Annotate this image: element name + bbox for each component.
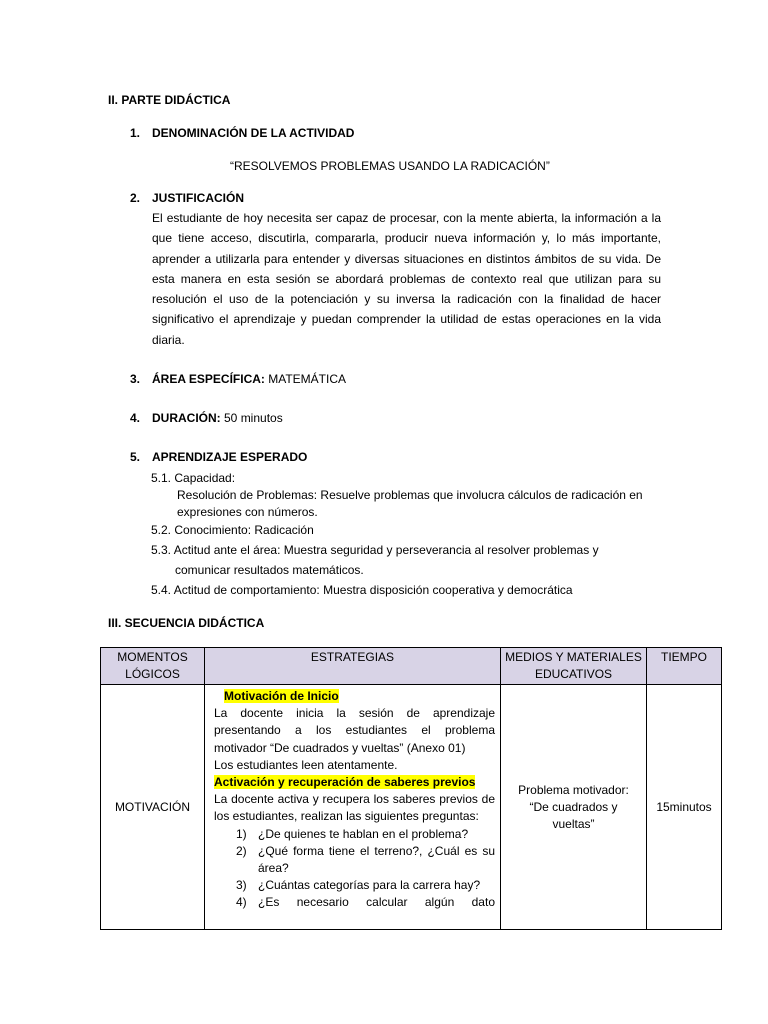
activation-heading: Activación y recuperación de saberes previos	[214, 775, 476, 790]
item-1-number: 1.	[130, 126, 141, 140]
header-media: MEDIOS Y MATERIALES EDUCATIVOS	[501, 648, 647, 685]
item-2-label: JUSTIFICACIÓN	[152, 191, 245, 205]
list-item-text: ¿Qué forma tiene el terreno?, ¿Cuál es su área?	[258, 843, 495, 876]
time-cell: 15minutos	[647, 685, 722, 930]
section-heading-secuencia-didactica: III. SECUENCIA DIDÁCTICA	[108, 616, 265, 630]
strategy-paragraph-1: La docente inicia la sesión de aprendizaje presentando a los estudiantes el problema motivador “De cuadrados y vueltas” (Anexo 01)	[214, 706, 495, 755]
didactic-sequence-table	[100, 647, 722, 930]
list-item-number: 3)	[236, 878, 247, 893]
header-moments: MOMENTOS LÓGICOS	[101, 648, 205, 685]
list-item-number: 1)	[236, 826, 247, 841]
header-time: TIEMPO	[647, 648, 722, 685]
sub-5-3-line-2: comunicar resultados matemáticos.	[175, 563, 364, 577]
media-cell: Problema motivador: “De cuadrados y vueltas”	[501, 685, 647, 930]
sub-5-1-line-2: expresiones con números.	[177, 505, 318, 519]
questions-list	[214, 826, 495, 912]
list-item-text: ¿De quienes te hablan en el problema?	[258, 826, 469, 841]
sub-5-1-line-1: Resolución de Problemas: Resuelve problemas que involucra cálculos de radicación en	[177, 488, 643, 502]
table-header-row	[101, 648, 722, 685]
strategies-cell	[205, 685, 501, 930]
section-heading-parte-didactica: II. PARTE DIDÁCTICA	[108, 93, 231, 107]
item-4-line	[152, 411, 283, 425]
list-item-number: 2)	[236, 843, 247, 858]
item-4-number: 4.	[130, 411, 141, 425]
activation-heading-line	[214, 774, 495, 791]
strategy-paragraph-2: Los estudiantes leen atentamente.	[214, 757, 398, 772]
list-item-text: ¿Es necesario calcular algún dato	[258, 895, 495, 910]
strategy-paragraph-3: La docente activa y recupera los saberes previos de los estudiantes, realizan las siguientes preguntas:	[214, 792, 495, 824]
motivation-heading-line	[214, 688, 495, 705]
item-4-value: 50 minutos	[220, 411, 283, 425]
item-3-line	[152, 372, 346, 386]
list-item	[236, 877, 495, 894]
item-2-number: 2.	[130, 191, 141, 205]
item-5-label: APRENDIZAJE ESPERADO	[152, 450, 308, 464]
item-1-label: DENOMINACIÓN DE LA ACTIVIDAD	[152, 126, 355, 140]
table-row	[101, 685, 722, 930]
item-4-label: DURACIÓN:	[152, 411, 221, 425]
item-3-label: ÁREA ESPECÍFICA:	[152, 372, 265, 386]
list-item	[236, 894, 495, 911]
justification-paragraph: El estudiante de hoy necesita ser capaz de procesar, con la mente abierta, la información a la que tiene acceso, discutirla, compararla, producir nueva información y, lo más importante, aprender a utilizarla para entender y diversas situaciones en distintos ámbitos de su vida. De esta manera en esta sesión se abordará problemas de contexto real que utilizan para su resolución el uso de la potenciación y su inversa la radicación con la finalidad de hacer significativo el aprendizaje y puedan comprender la utilidad de estas operaciones en la vida diaria.	[152, 211, 661, 347]
list-item	[236, 843, 495, 877]
item-5-number: 5.	[130, 450, 141, 464]
item-3-number: 3.	[130, 372, 141, 386]
list-item-number: 4)	[236, 895, 247, 910]
list-item-text: ¿Cuántas categorías para la carrera hay?	[258, 878, 481, 893]
motivation-heading: Motivación de Inicio	[224, 689, 339, 703]
sub-5-2: 5.2. Conocimiento: Radicación	[151, 523, 314, 537]
sub-5-1-label: 5.1. Capacidad:	[151, 471, 236, 485]
activity-title: “RESOLVEMOS PROBLEMAS USANDO LA RADICACIÓN”	[230, 159, 550, 173]
header-strategies: ESTRATEGIAS	[205, 648, 501, 685]
list-item	[236, 826, 495, 843]
sub-5-4: 5.4. Actitud de comportamiento: Muestra disposición cooperativa y democrática	[151, 583, 573, 597]
moment-cell: MOTIVACIÓN	[101, 685, 205, 930]
item-3-value: MATEMÁTICA	[264, 372, 347, 386]
sub-5-3-line-1: 5.3. Actitud ante el área: Muestra seguridad y perseverancia al resolver problemas y	[151, 543, 599, 557]
